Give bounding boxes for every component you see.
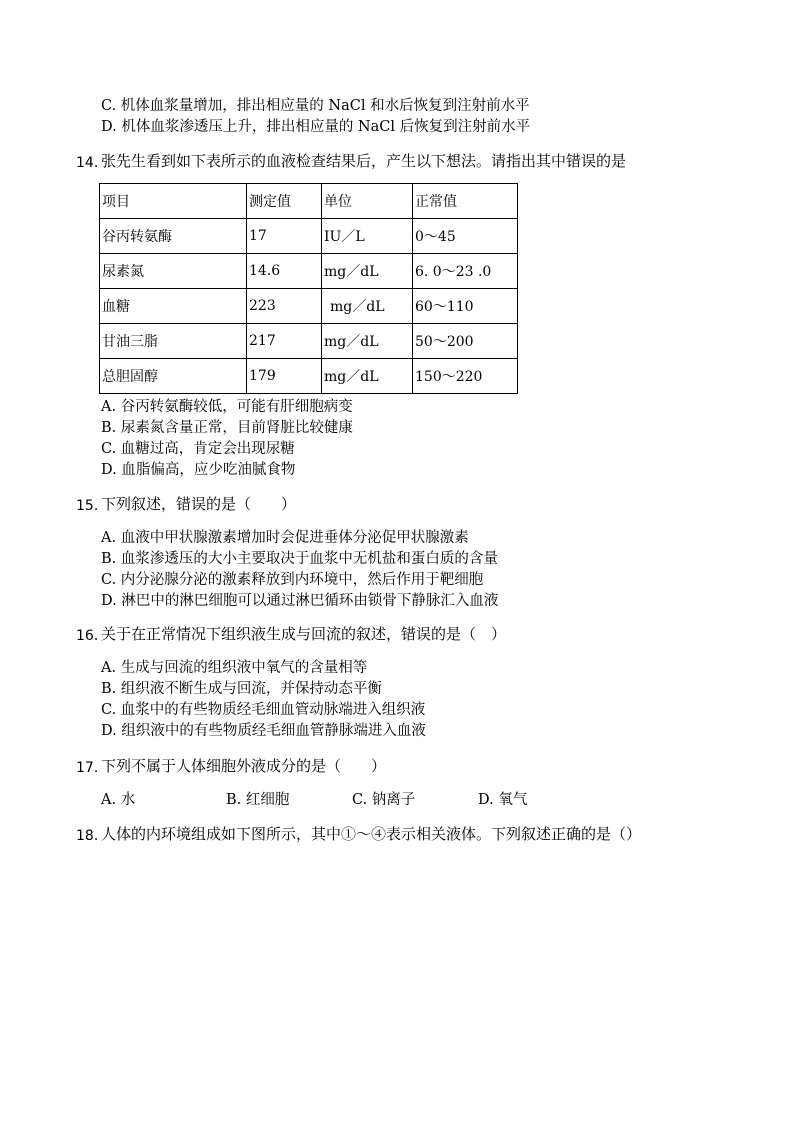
table-cell: 谷丙转氨酶 [100,219,247,254]
question-16-number: 16. [76,628,99,644]
table-cell: mg／dL [322,254,413,289]
table-cell: 尿素氮 [100,254,247,289]
table-cell: 6. 0～23 .0 [413,254,518,289]
question-15-option-d: D. 淋巴中的淋巴细胞可以通过淋巴循环由锁骨下静脉汇入血液 [101,593,499,609]
table-cell: 60～110 [413,289,518,324]
question-14-stem: 张先生看到如下表所示的血液检查结果后，产生以下想法。请指出其中错误的是 [101,152,627,170]
table-cell: 总胆固醇 [100,359,247,394]
question-16-option-a: A. 生成与回流的组织液中氧气的含量相等 [101,660,368,676]
table-cell: 14.6 [247,254,322,289]
question-17-stem: 下列不属于人体细胞外液成分的是（ ） [101,757,387,775]
table-cell: 0～45 [413,219,518,254]
table-header-cell: 正常值 [413,184,518,219]
question-15-option-c: C. 内分泌腺分泌的激素释放到内环境中，然后作用于靶细胞 [101,572,484,588]
question-16-stem: 关于在正常情况下组织液生成与回流的叙述，错误的是（ ） [101,625,507,643]
table-row [100,254,518,289]
question-18-number: 18. [76,828,99,844]
table-row [100,324,518,359]
blood-test-table [99,183,518,394]
table-row [100,359,518,394]
prev-option-d: D. 机体血浆渗透压上升，排出相应量的 NaCl 后恢复到注射前水平 [101,119,531,135]
question-15-option-b: B. 血浆渗透压的大小主要取决于血浆中无机盐和蛋白质的含量 [101,551,498,567]
table-cell: 217 [247,324,322,359]
question-18-stem: 人体的内环境组成如下图所示，其中①～④表示相关液体。下列叙述正确的是（） [101,825,642,843]
question-17-option-a: A. 水 [101,792,136,808]
table-cell: mg／dL [322,359,413,394]
prev-option-c: C. 机体血浆量增加，排出相应量的 NaCl 和水后恢复到注射前水平 [101,98,530,114]
table-cell: 223 [247,289,322,324]
question-17-option-b: B. 红细胞 [226,792,290,808]
question-15-stem: 下列叙述，错误的是（ ） [101,495,297,513]
table-cell: 50～200 [413,324,518,359]
question-16-option-b: B. 组织液不断生成与回流，并保持动态平衡 [101,681,382,697]
question-17-option-c: C. 钠离子 [352,792,416,808]
question-14-option-b: B. 尿素氮含量正常，目前肾脏比较健康 [101,420,353,436]
question-17-number: 17. [76,760,99,776]
table-header-cell: 测定值 [247,184,322,219]
question-14-option-a: A. 谷丙转氨酶较低，可能有肝细胞病变 [101,399,353,415]
question-16-option-d: D. 组织液中的有些物质经毛细血管静脉端进入血液 [101,723,426,739]
question-14-option-c: C. 血糖过高，肯定会出现尿糖 [101,441,295,457]
question-15-number: 15. [76,498,99,514]
table-cell: IU／L [322,219,413,254]
question-17-option-d: D. 氧气 [478,792,528,808]
table-cell: mg／dL [322,289,413,324]
table-header-row [100,184,518,219]
table-cell: 17 [247,219,322,254]
table-cell: mg／dL [322,324,413,359]
table-row [100,219,518,254]
table-row [100,289,518,324]
table-cell: 血糖 [100,289,247,324]
table-cell: 甘油三脂 [100,324,247,359]
table-cell: 150～220 [413,359,518,394]
question-15-option-a: A. 血液中甲状腺激素增加时会促进垂体分泌促甲状腺激素 [101,530,469,546]
table-header-cell: 单位 [322,184,413,219]
question-14-option-d: D. 血脂偏高，应少吃油腻食物 [101,462,296,478]
table-cell: 179 [247,359,322,394]
question-14-number: 14. [76,155,99,171]
table-header-cell: 项目 [100,184,247,219]
question-16-option-c: C. 血浆中的有些物质经毛细血管动脉端进入组织液 [101,702,426,718]
